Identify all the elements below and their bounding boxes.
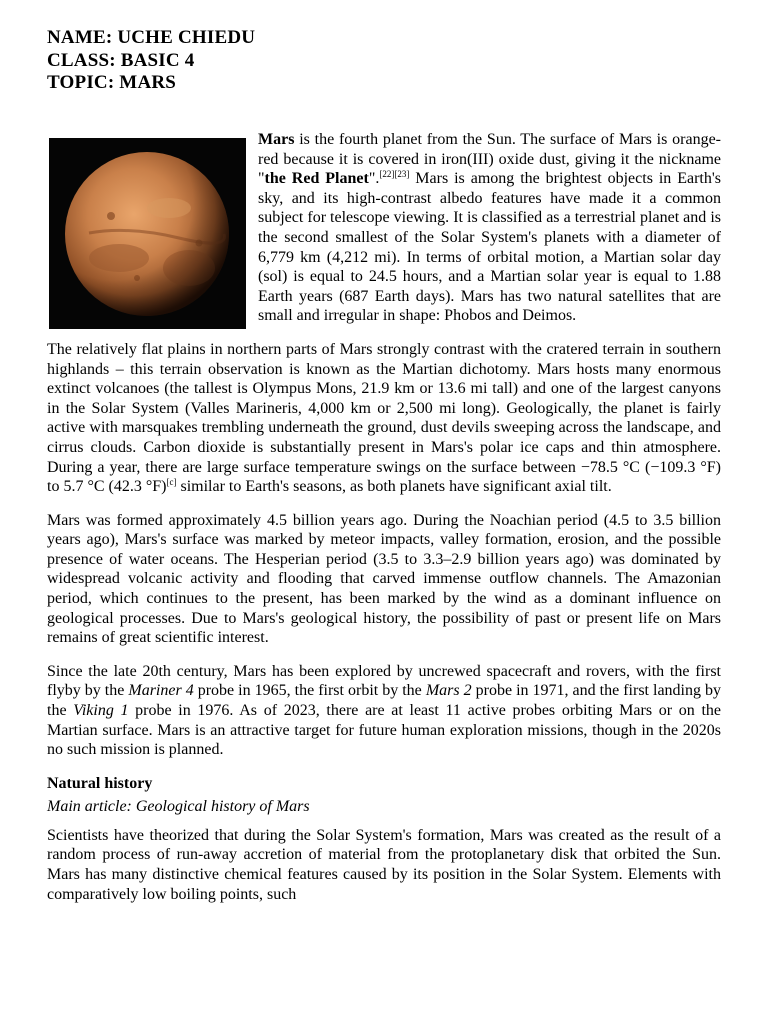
student-class: CLASS: BASIC 4 xyxy=(47,49,195,71)
citation-22-23[interactable]: [22][23] xyxy=(379,169,410,180)
mars-2-italic: Mars 2 xyxy=(425,682,472,700)
natural-history-paragraph: Scientists have theorized that during the Solar System's formation, Mars was created as the result of a random process of run-away accretion of material from the protoplanetary disk that orbited the Sun. Mars has many distinctive chemical features caused by its position in the Solar System. Elements with comparatively low boiling points, such xyxy=(47,826,721,903)
document-body xyxy=(47,130,721,918)
terrain-text-2: similar to Earth's seasons, as both planets have significant axial tilt. xyxy=(176,478,612,496)
exploration-text-2: probe in 1965, the first orbit by the xyxy=(193,682,426,700)
topic-title: TOPIC: MARS xyxy=(47,72,177,93)
viking-1-italic: Viking 1 xyxy=(73,702,129,720)
exploration-paragraph xyxy=(47,662,721,760)
exploration-text-4: probe in 1976. As of 2023, there are at least 11 active probes orbiting Mars or on the Martian surface. Mars is an attractive target for future human exploration missions, though in the 2020s no such mission is planned. xyxy=(47,702,722,759)
exploration-text-1: Since the late 20th century, Mars has been explored by uncrewed spacecraft and rovers, with the first flyby by the xyxy=(47,662,721,700)
nickname-bold: the Red Planet xyxy=(264,170,369,188)
citation-c[interactable]: [c] xyxy=(166,477,177,488)
natural-history-heading: Natural history xyxy=(47,774,153,792)
intro-text-3: Mars is among the brightest objects in Earth's sky, and its high-contrast albedo features have made it a common subject for telescope viewing. It is classified as a terrestrial planet and is the second smallest of the Solar System's planets with a diameter of 6,779 km (4,212 mi). In terms of orbital motion, a Martian solar day (sol) is equal to 24.5 hours, and a Martian solar year is equal to 1.88 Earth years (687 Earth days). Mars has two natural satellites that are small and irregular in shape: Phobos and Deimos. xyxy=(258,170,721,325)
intro-paragraph xyxy=(47,130,721,326)
document-header xyxy=(47,27,255,95)
student-name: NAME: UCHE CHIEDU xyxy=(47,27,256,48)
terrain-text-1: The relatively flat plains in northern parts of Mars strongly contrast with the cratered terrain in southern highlands – this terrain observation is known as the Martian dichotomy. Mars hosts many enormous extinct volcanoes (the tallest is Olympus Mons, 21.9 km or 13.6 mi tall) and one of the largest canyons in the Solar System (Valles Marineris, 4,000 km or 2,500 mi long). Geologically, the planet is fairly active with marsquakes trembling underneath the ground, dust devils sweeping across the landscape, and cirrus clouds. Carbon dioxide is substantially present in Mars's polar ice caps and thin atmosphere. During a year, there are large surface temperature swings on the surface between −78.5 °C (−109.3 °F) to 5.7 °C (42.3 °F) xyxy=(47,340,721,496)
intro-text-2: ". xyxy=(368,170,380,188)
main-article-link[interactable]: Main article: Geological history of Mars xyxy=(47,797,310,815)
mars-bold: Mars xyxy=(258,131,295,148)
mariner-4-italic: Mariner 4 xyxy=(128,682,194,700)
mars-planet-image xyxy=(49,138,246,329)
exploration-text-3: probe in 1971, and the first landing by the xyxy=(47,682,722,720)
intro-text-1: is the fourth planet from the Sun. The surface of Mars is orange-red because it is covered in iron(III) oxide dust, giving it the nickname " xyxy=(258,131,721,188)
terrain-paragraph xyxy=(47,340,721,497)
formation-paragraph: Mars was formed approximately 4.5 billion years ago. During the Noachian period (4.5 to 3.5 billion years ago), Mars's surface was marked by meteor impacts, valley formation, erosion, and the possible presence of water oceans. The Hesperian period (3.5 to 3.3–2.9 billion years ago) was dominated by widespread volcanic activity and flooding that carved immense outflow channels. The Amazonian period, which continues to the present, has been marked by the wind as a dominant influence on geological processes. Due to Mars's geological history, the possibility of past or present life on Mars remains of great scientific interest. xyxy=(47,511,721,647)
